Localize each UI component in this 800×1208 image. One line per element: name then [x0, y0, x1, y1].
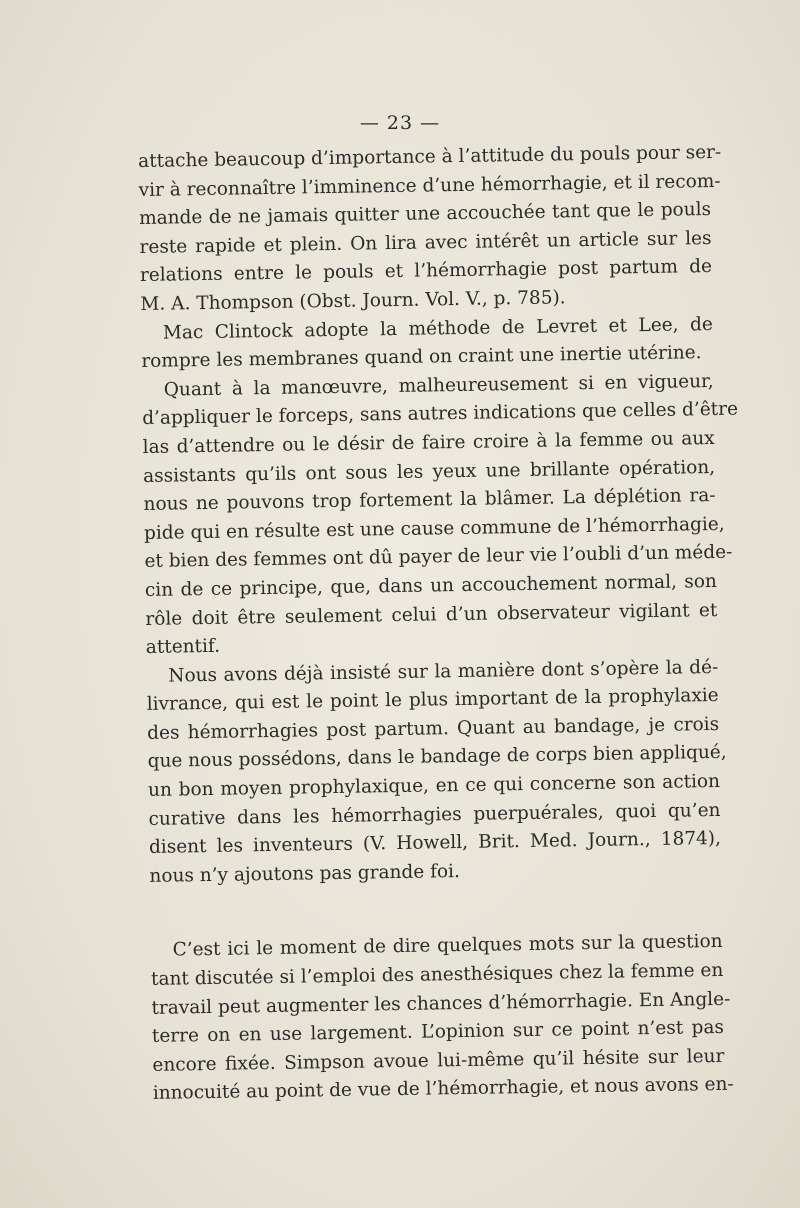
text-line: tant discutée si l’emploi des anesthésiques chez la femme en — [150, 959, 724, 990]
text-line: Mac Clintock adopte la méthode de Levret et Lee, de — [162, 313, 714, 344]
text-line: M. A. Thompson (Obst. Journ. Vol. V., p. 785). — [140, 287, 566, 315]
page-number: — 23 — — [359, 112, 441, 134]
text-line: curative dans les hémorrhagies puerpuérales, quoi qu’en — [148, 799, 721, 830]
text-line: travail peut augmenter les chances d’hémorrhagie. En Angle- — [151, 988, 731, 1019]
text-line: que nous possédons, dans le bandage de corps bien appliqué, — [147, 742, 727, 773]
text-line: innocuité au point de vue de l’hémorrhagie, et nous avons en- — [152, 1074, 734, 1105]
paragraph — [150, 928, 734, 1109]
text-line: mande de ne jamais quitter une accouchée tant que le pouls — [138, 199, 712, 230]
text-line: relations entre le pouls et l’hémorrhagie post partum de — [139, 256, 713, 287]
text-line: un bon moyen prophylaxique, en ce qui concerne son action — [147, 770, 721, 801]
text-line: las d’attendre ou le désir de faire croire à la femme ou aux — [142, 427, 715, 458]
text-line: nous ne pouvons trop fortement la blâmer. La déplétion ra- — [143, 485, 716, 516]
text-line: cin de ce principe, que, dans un accouchement normal, son — [144, 570, 718, 601]
text-line: attentif. — [145, 635, 221, 659]
text-line: rompre les membranes quand on craint une inertie utérine. — [141, 342, 702, 373]
text-line: Nous avons déjà insisté sur la manière dont s’opère la dé- — [168, 656, 719, 687]
text-line: des hémorrhagies post partum. Quant au bandage, je crois — [147, 713, 720, 744]
text-line: et bien des femmes ont dû payer de leur vie l’oubli d’un méde- — [144, 542, 733, 573]
text-line: pide qui en résulte est une cause commune de l’hémorrhagie, — [143, 513, 725, 544]
text-line: Quant à la manœuvre, malheureusement si en vigueur, — [163, 370, 714, 401]
text-line: disent les inventeurs (V. Howell, Brit. Med. Journ., 1874), — [148, 828, 722, 859]
text-line: nous n’y ajoutons pas grande foi. — [149, 860, 461, 887]
text-line: attache beaucoup d’importance à l’attitude du pouls pour ser- — [138, 141, 722, 172]
body-text — [138, 139, 739, 1109]
text-line: assistants qu’ils ont sous les yeux une brillante opération, — [142, 456, 716, 487]
text-line: encore fixée. Simpson avoue lui-même qu’il hésite sur leur — [152, 1045, 725, 1076]
text-line: rôle doit être seulement celui d’un observateur vigilant et — [145, 599, 718, 630]
text-line: reste rapide et plein. On lira avec intérêt un article sur les — [139, 227, 712, 258]
paragraph — [146, 654, 727, 892]
text-line: vir à reconnaître l’imminence d’une hémorrhagie, et il recom- — [138, 170, 721, 201]
paragraph — [141, 311, 714, 377]
text-line: livrance, qui est le point le plus important de la prophylaxie — [146, 685, 719, 716]
paragraph — [142, 368, 739, 663]
paragraph — [138, 139, 722, 320]
text-line: C’est ici le moment de dire quelques mots sur la question — [172, 931, 723, 961]
text-line: terre on en use largement. L’opinion sur ce point n’est pas — [151, 1017, 725, 1048]
text-line: d’appliquer le forceps, sans autres indications que celles d’être — [142, 398, 739, 430]
